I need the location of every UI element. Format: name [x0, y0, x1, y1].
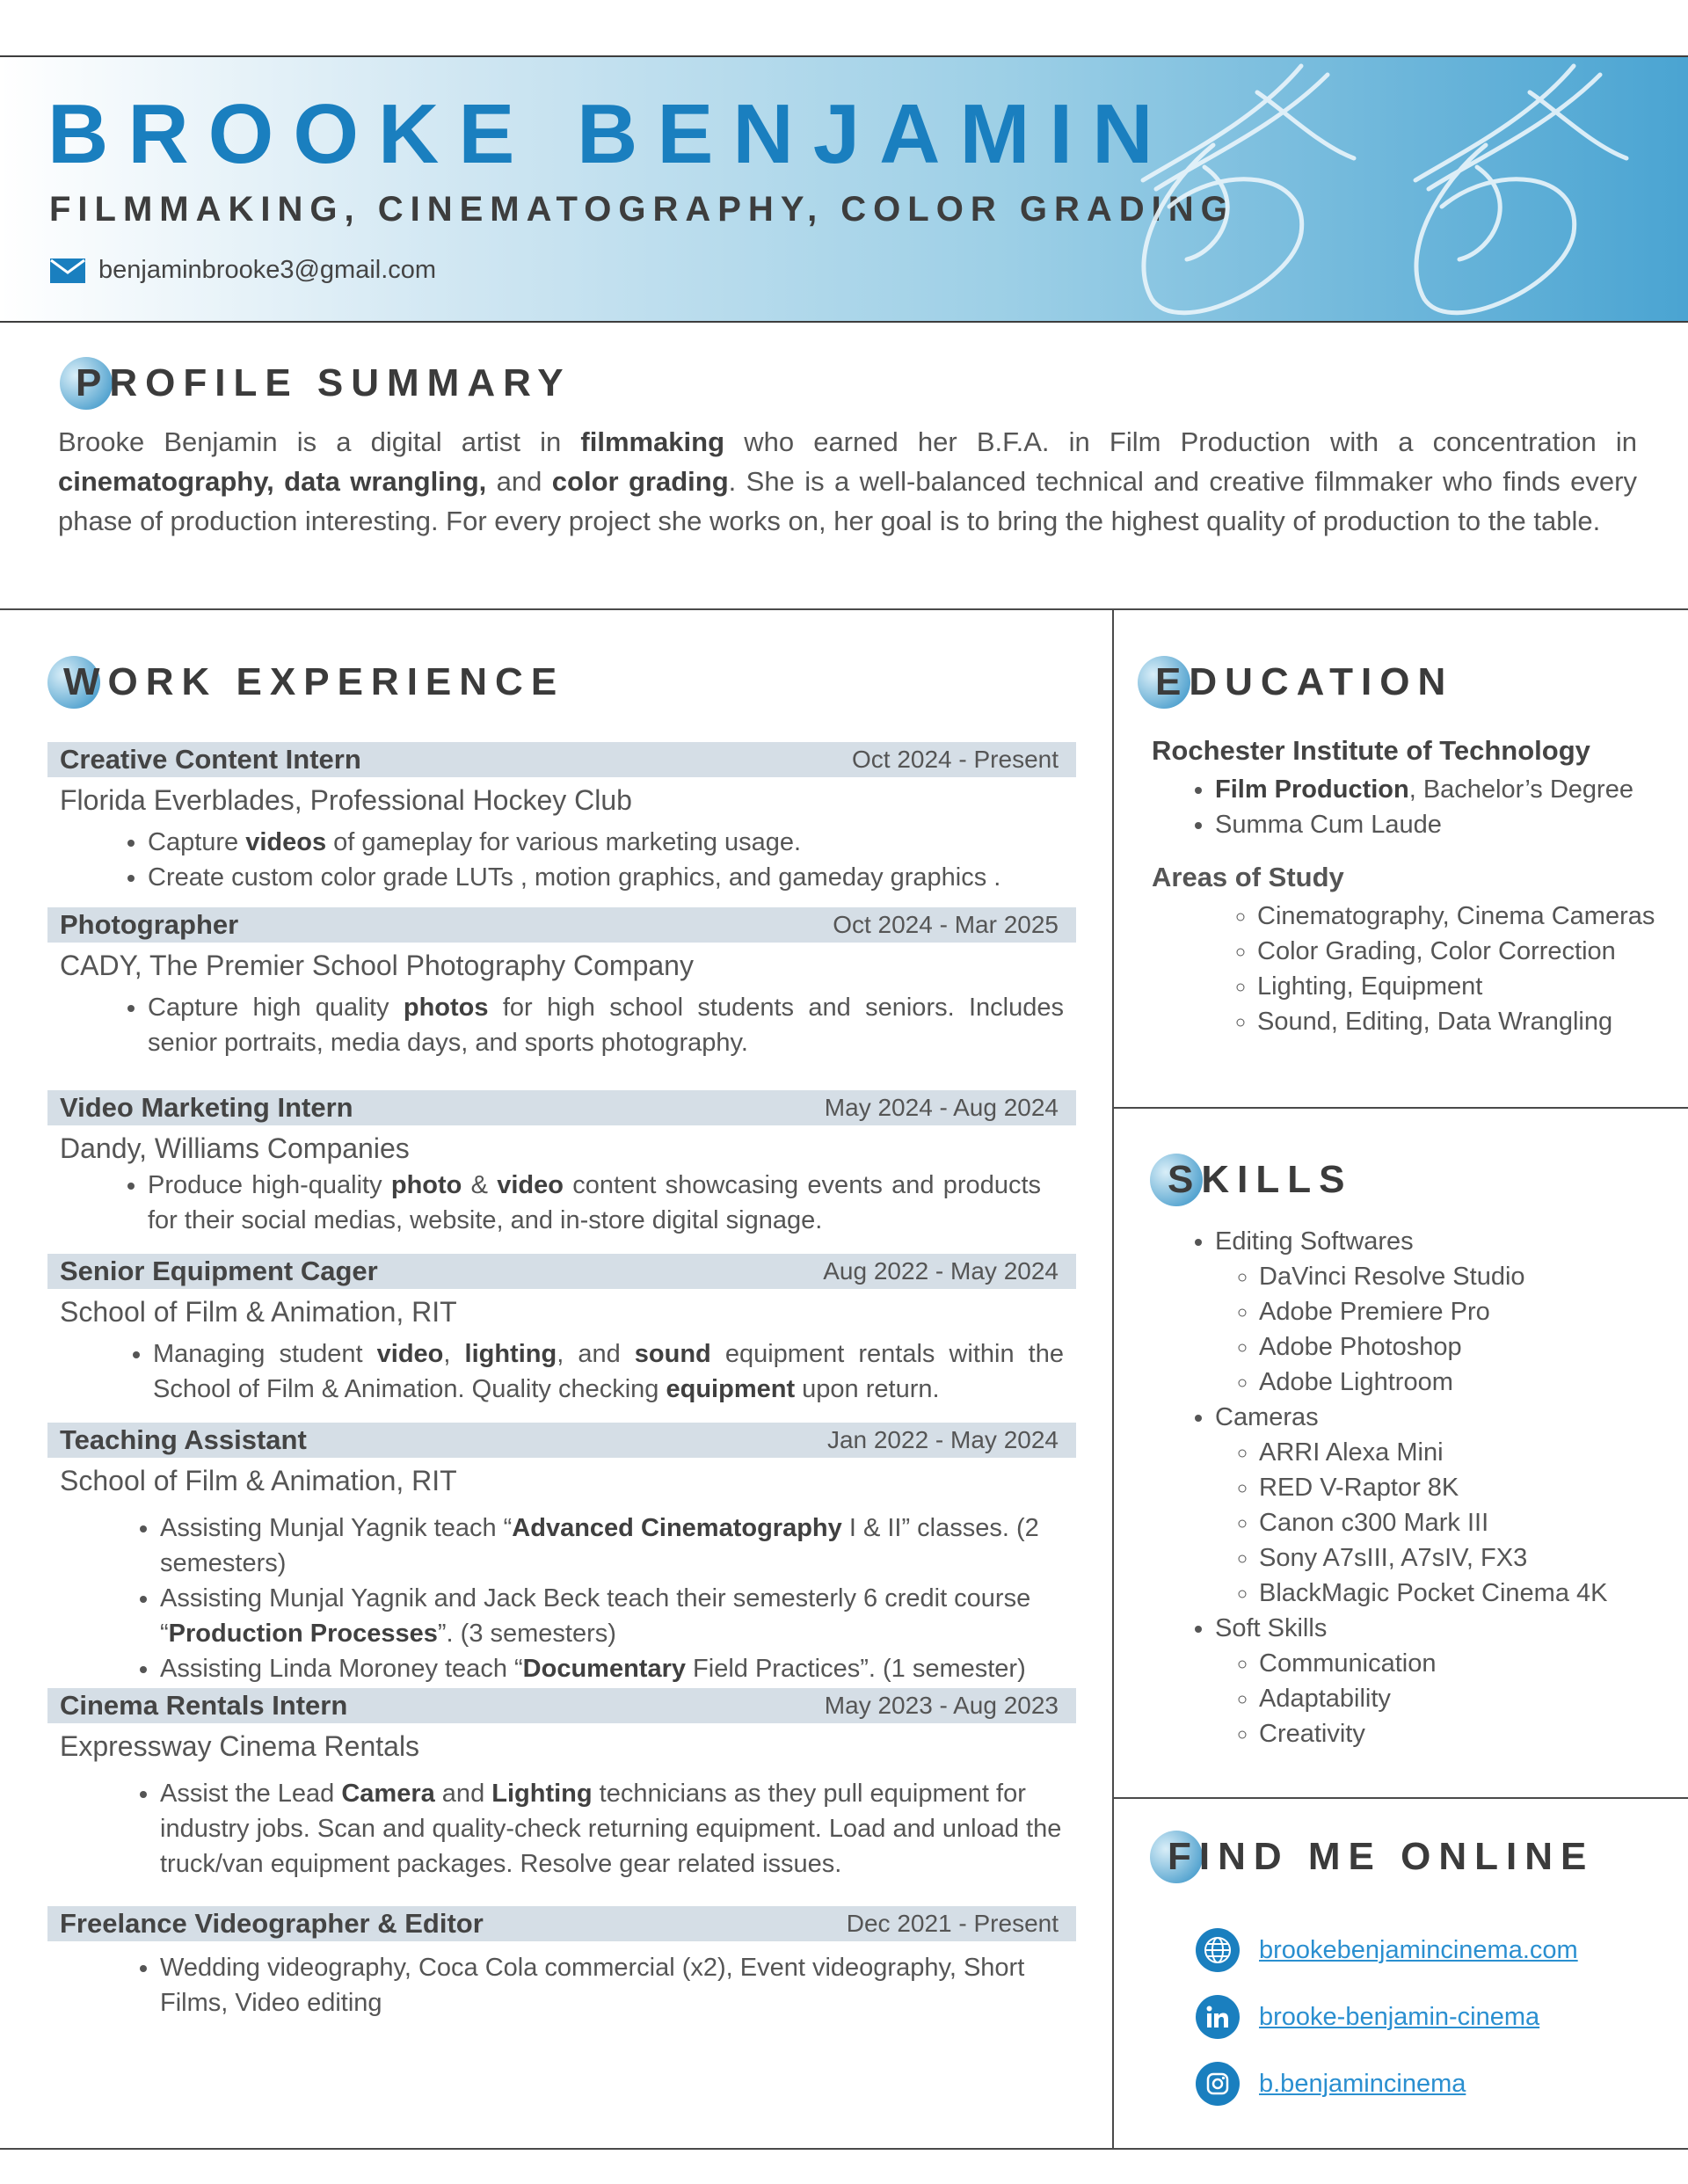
work-experience-list — [47, 742, 1076, 2020]
job-dates: Oct 2024 - Present — [851, 746, 1059, 773]
job-title: Senior Equipment Cager — [60, 1256, 378, 1286]
job-bullet: • Wedding videography, Coca Cola commercial (x2), Event videography, Short Films, Video editing — [160, 1950, 1064, 2020]
skill-group: • Soft Skills ◦ Communication ◦ Adaptability ◦ Creativity — [1215, 1611, 1662, 1751]
profile-summary-heading: PROFILE SUMMARY — [60, 357, 571, 410]
find-me-online-heading: FIND ME ONLINE — [1150, 1831, 1594, 1883]
instagram-icon — [1196, 2062, 1240, 2106]
job-header — [47, 1423, 1076, 1458]
skills-heading: SKILLS — [1150, 1154, 1352, 1206]
divider — [1114, 1107, 1688, 1109]
job-title: Freelance Videographer & Editor — [60, 1908, 484, 1939]
job-bullet: • Capture videos of gameplay for various marketing usage. — [148, 825, 1064, 860]
job-bullet: • Create custom color grade LUTs , motion graphics, and gameday graphics . — [148, 860, 1064, 895]
job-header — [47, 1090, 1076, 1125]
email-text: benjaminbrooke3@gmail.com — [98, 256, 437, 284]
job-bullet: • Assisting Munjal Yagnik teach “Advanced Cinematography I & II” classes. (2 semesters) — [160, 1511, 1064, 1581]
job-header — [47, 907, 1076, 943]
skill-item: ◦ Adaptability — [1259, 1681, 1662, 1716]
study-area: ◦ Cinematography, Cinema Cameras — [1257, 899, 1662, 934]
job-entry — [47, 907, 1076, 1060]
skill-group: • Cameras ◦ ARRI Alexa Mini ◦ RED V-Raptor 8K ◦ Canon c300 Mark III ◦ Sony A7sIII, A7sIV, FX3 ◦ BlackMagic Pocket Cinema 4K — [1215, 1400, 1662, 1611]
job-bullet: • Assisting Linda Moroney teach “Documentary Field Practices”. (1 semester) — [160, 1651, 1064, 1686]
job-company: Expressway Cinema Rentals — [60, 1730, 420, 1762]
job-title: Photographer — [60, 909, 239, 940]
job-entry — [47, 1090, 1076, 1238]
job-title: Teaching Assistant — [60, 1424, 307, 1455]
job-company: CADY, The Premier School Photography Company — [60, 950, 694, 981]
skill-item: ◦ RED V-Raptor 8K — [1259, 1470, 1662, 1505]
header-banner — [0, 55, 1688, 323]
skill-item: ◦ Adobe Photoshop — [1259, 1329, 1662, 1365]
study-area: ◦ Color Grading, Color Correction — [1257, 934, 1662, 969]
skill-item: ◦ ARRI Alexa Mini — [1259, 1435, 1662, 1470]
job-dates: Aug 2022 - May 2024 — [823, 1257, 1059, 1285]
job-bullet: • Assist the Lead Camera and Lighting technicians as they pull equipment for industry jobs. Scan and quality-check returning equipment. Load and unload the truck/van equipment packages. Resolve gear related issues. — [160, 1776, 1064, 1882]
website-link[interactable] — [1196, 1917, 1578, 1984]
job-bullet: • Managing student video, lighting, and sound equipment rentals within the School of Film & Animation. Quality checking equipment upon return. — [153, 1336, 1064, 1407]
job-dates: Jan 2022 - May 2024 — [826, 1426, 1059, 1453]
job-dates: Dec 2021 - Present — [846, 1910, 1059, 1937]
skill-item: ◦ Creativity — [1259, 1716, 1662, 1751]
instagram-link-text[interactable]: b.benjamincinema — [1259, 2069, 1466, 2098]
profile-summary-text: Brooke Benjamin is a digital artist in filmmaking who earned her B.F.A. in Film Production with a concentration in cinematography, data wrangling, and color grading. She is a well-balanced technical and creative filmmaker who finds every phase of production interesting. For every project she works on, her goal is to bring the highest quality of production to the table. — [58, 426, 1637, 536]
study-area: ◦ Sound, Editing, Data Wrangling — [1257, 1004, 1662, 1039]
skill-item: ◦ DaVinci Resolve Studio — [1259, 1259, 1662, 1294]
education-item: • Summa Cum Laude — [1215, 807, 1662, 842]
bb-monogram-logo — [1037, 57, 1688, 323]
skill-item: ◦ Sony A7sIII, A7sIV, FX3 — [1259, 1540, 1662, 1576]
job-entry — [47, 1254, 1076, 1407]
job-entry — [47, 1688, 1076, 1882]
job-company: School of Film & Animation, RIT — [60, 1465, 457, 1496]
job-entry — [47, 1906, 1076, 2020]
job-header — [47, 1688, 1076, 1723]
skills-section — [1152, 1224, 1662, 1751]
job-company: School of Film & Animation, RIT — [60, 1296, 457, 1328]
job-dates: May 2024 - Aug 2024 — [824, 1094, 1059, 1121]
job-dates: Oct 2024 - Mar 2025 — [833, 911, 1059, 938]
areas-of-study-label: Areas of Study — [1152, 862, 1344, 892]
linkedin-link-text[interactable]: brooke-benjamin-cinema — [1259, 2002, 1540, 2031]
work-experience-heading: WORK EXPERIENCE — [47, 656, 564, 709]
job-entry — [47, 1423, 1076, 1686]
skill-item: ◦ Adobe Premiere Pro — [1259, 1294, 1662, 1329]
skill-item: ◦ BlackMagic Pocket Cinema 4K — [1259, 1576, 1662, 1611]
education-section — [1152, 735, 1662, 1039]
job-header — [47, 1254, 1076, 1289]
divider — [1114, 1797, 1688, 1799]
globe-icon — [1196, 1928, 1240, 1972]
education-item: • Film Production, Bachelor’s Degree — [1215, 772, 1662, 807]
job-dates: May 2023 - Aug 2023 — [824, 1692, 1059, 1719]
online-links — [1196, 1917, 1578, 2117]
job-title: Video Marketing Intern — [60, 1092, 353, 1123]
job-company: Dandy, Williams Companies — [60, 1132, 410, 1164]
school-name: Rochester Institute of Technology — [1152, 735, 1590, 766]
linkedin-icon — [1196, 1995, 1240, 2039]
job-bullet: • Assisting Munjal Yagnik and Jack Beck teach their semesterly 6 credit course “Production Processes”. (3 semesters) — [160, 1581, 1064, 1651]
candidate-name: BROOKE BENJAMIN — [47, 87, 1173, 181]
job-title: Creative Content Intern — [60, 744, 361, 775]
skill-group: • Editing Softwares ◦ DaVinci Resolve Studio ◦ Adobe Premiere Pro ◦ Adobe Photoshop ◦ Adobe Lightroom — [1215, 1224, 1662, 1400]
job-company: Florida Everblades, Professional Hockey Club — [60, 784, 632, 816]
divider — [0, 2148, 1688, 2150]
instagram-link[interactable] — [1196, 2050, 1578, 2117]
job-header — [47, 1906, 1076, 1941]
job-title: Cinema Rentals Intern — [60, 1690, 348, 1721]
skill-item: ◦ Communication — [1259, 1646, 1662, 1681]
job-header — [47, 742, 1076, 777]
divider — [0, 608, 1688, 610]
envelope-icon — [49, 258, 86, 284]
email-contact[interactable] — [49, 256, 436, 285]
job-bullet: • Produce high-quality photo & video content showcasing events and products for their social medias, website, and in-store digital signage. — [148, 1168, 1041, 1238]
linkedin-link[interactable] — [1196, 1984, 1578, 2050]
study-area: ◦ Lighting, Equipment — [1257, 969, 1662, 1004]
tagline: FILMMAKING, CINEMATOGRAPHY, COLOR GRADING — [49, 190, 1235, 229]
skill-item: ◦ Canon c300 Mark III — [1259, 1505, 1662, 1540]
education-heading: EDUCATION — [1138, 656, 1453, 709]
skill-item: ◦ Adobe Lightroom — [1259, 1365, 1662, 1400]
column-divider — [1112, 610, 1114, 2149]
website-link-text[interactable]: brookebenjamincinema.com — [1259, 1935, 1578, 1964]
job-entry — [47, 742, 1076, 895]
job-bullet: • Capture high quality photos for high school students and seniors. Includes senior portraits, media days, and sports photography. — [148, 990, 1064, 1060]
